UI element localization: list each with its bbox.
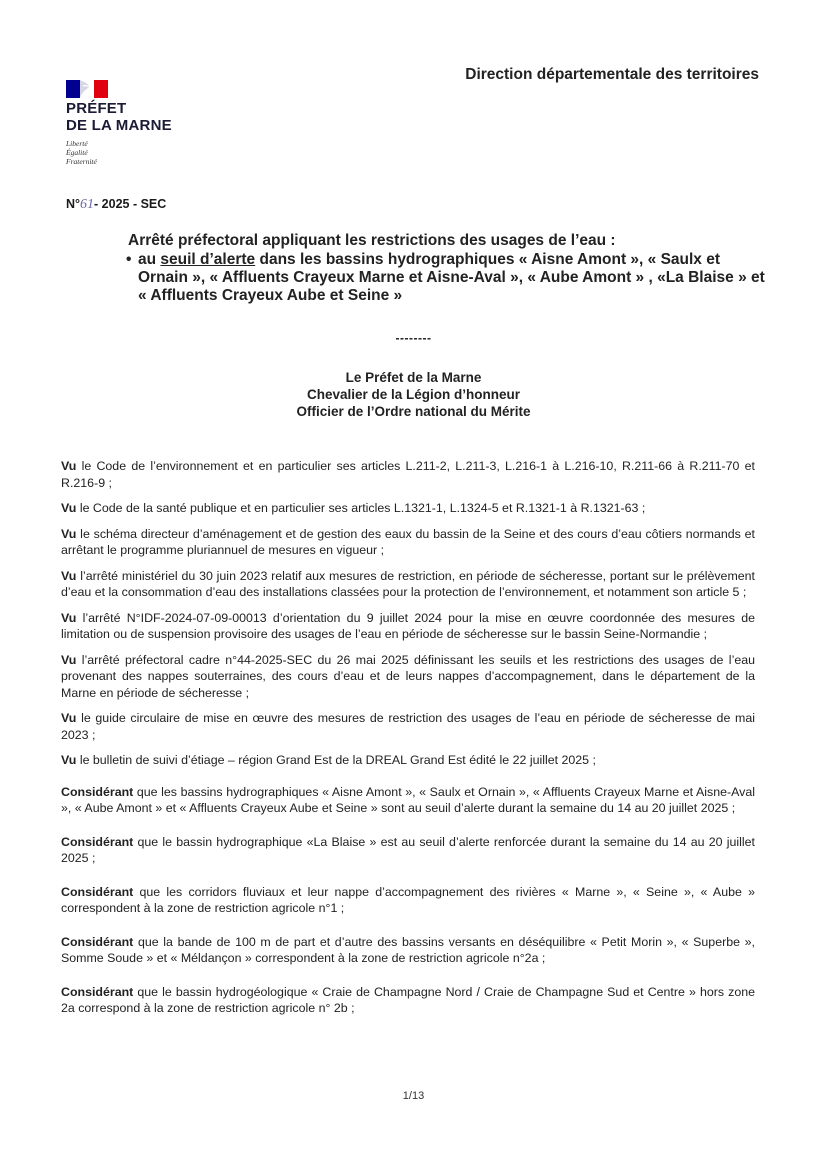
ref-prefix: N°: [66, 197, 81, 211]
paragraph: [61, 526, 755, 559]
paragraph-lead: Vu: [61, 652, 77, 667]
logo-line1: PRÉFET: [66, 100, 127, 117]
marianne-flag-icon: [66, 80, 108, 98]
prefet-line3: Officier de l’Ordre national du Mérite: [296, 404, 531, 419]
decree-title: [128, 232, 768, 305]
paragraph-text: l’arrêté préfectoral cadre n°44-2025-SEC du 26 mai 2025 définissant les seuils et les restrictions des usages de l’eau provenant des nappes souterraines, des cours d’eau et de leurs nappes d’accompagnement, dans le département de la Marne en période de sécheresse ;: [61, 652, 755, 700]
paragraph: [61, 500, 755, 517]
motto-liberte: Liberté: [66, 139, 88, 148]
prefet-line2: Chevalier de la Légion d’honneur: [306, 387, 521, 402]
paragraph: [61, 752, 755, 769]
paragraph: [61, 784, 755, 817]
paragraph-lead: Vu: [61, 501, 77, 515]
motto-egalite: Égalité: [66, 148, 88, 157]
paragraph-text: le guide circulaire de mise en œuvre des mesures de restriction des usages de l’eau en période de sécheresse de mai 2023 ;: [61, 711, 755, 742]
paragraph: [61, 884, 755, 917]
bullet-icon: •: [126, 251, 132, 268]
bullet-rest: dans les bassins hydrographiques « Aisne Amont », « Saulx et Ornain », « Affluents Crayeux Marne et Aisne-Aval », « Aube Amont » , «La Blaise » et « Affluents Crayeux Aube et Seine »: [138, 251, 765, 304]
paragraph: [61, 984, 755, 1017]
ref-suffix: - 2025 - SEC: [94, 197, 167, 211]
bullet-prefix: au: [138, 251, 161, 268]
paragraph-text: que le bassin hydrographique «La Blaise » est au seuil d’alerte renforcée durant la semaine du 14 au 20 juillet 2025 ;: [61, 834, 755, 865]
paragraph-lead: Vu: [61, 753, 77, 767]
paragraph: [61, 710, 755, 743]
prefet-line1: Le Préfet de la Marne: [345, 370, 482, 385]
bullet-underlined: seuil d’alerte: [160, 251, 256, 268]
paragraph: [61, 568, 755, 601]
paragraph-lead: Considérant: [61, 784, 134, 799]
separator: --------: [395, 331, 432, 345]
paragraph-text: le schéma directeur d’aménagement et de gestion des eaux du bassin de la Seine et des cours d’eau côtiers normands et arrêtant le programme pluriannuel de mesures en vigueur ;: [61, 526, 755, 557]
paragraph-lead: Considérant: [61, 984, 134, 999]
paragraph: [61, 610, 755, 643]
paragraph-text: que la bande de 100 m de part et d’autre des bassins versants en déséquilibre « Petit Morin », « Superbe », Somme Soude » et « Méldançon » correspondent à la zone de restriction agricole n°2a ;: [61, 934, 755, 965]
paragraph: [61, 934, 755, 967]
page-number: 1/13: [402, 1090, 425, 1102]
ref-handwritten-number: 61: [80, 197, 95, 212]
paragraph-lead: Vu: [61, 610, 77, 625]
paragraph-lead: Vu: [61, 459, 77, 473]
issuing-directorate: Direction départementale des territoires: [465, 66, 759, 83]
decree-body: [61, 458, 755, 1017]
paragraph-lead: Considérant: [61, 884, 134, 899]
paragraph-text: l’arrêté ministériel du 30 juin 2023 relatif aux mesures de restriction, en période de sécheresse, portant sur le prélèvement d’eau et la consommation d’eau des installations classées pour la protection de l’environnement, et notamment son article 5 ;: [61, 568, 755, 599]
prefet-titles: [0, 369, 827, 420]
paragraph-text: l’arrêté N°IDF-2024-07-09-00013 d’orientation du 9 juillet 2024 pour la mise en œuvre coordonnée des mesures de limitation ou de suspension provisoire des usages de l’eau en période de sécheresse sur le bassin Seine-Normandie ;: [61, 610, 755, 641]
title-bullet-item: [128, 251, 768, 305]
title-bullet-text: [138, 251, 768, 305]
paragraph-text: le bulletin de suivi d’étiage – région Grand Est de la DREAL Grand Est édité le 22 juillet 2025 ;: [76, 753, 596, 767]
paragraph-lead: Vu: [61, 711, 77, 725]
paragraph-text: que le bassin hydrogéologique « Craie de Champagne Nord / Craie de Champagne Sud et Centre » hors zone 2a correspond à la zone de restriction agricole n° 2b ;: [61, 984, 755, 1015]
paragraph-text: que les bassins hydrographiques « Aisne Amont », « Saulx et Ornain », « Affluents Crayeux Marne et Aisne-Aval », « Aube Amont » et « Affluents Crayeux Aube et Seine » sont au seuil d’alerte durant la semaine du 14 au 20 juillet 2025 ;: [61, 784, 755, 815]
paragraph-lead: Considérant: [61, 834, 134, 849]
paragraph-text: que les corridors fluviaux et leur nappe d’accompagnement des rivières « Marne », « Seine », « Aube » correspondent à la zone de restriction agricole n°1 ;: [61, 884, 755, 915]
paragraph-lead: Vu: [61, 568, 77, 583]
paragraph: [61, 652, 755, 702]
paragraph-lead: Vu: [61, 526, 77, 541]
title-main: Arrêté préfectoral appliquant les restrictions des usages de l’eau :: [128, 232, 616, 249]
paragraph: [61, 834, 755, 867]
motto-fraternite: Fraternité: [66, 157, 97, 166]
decree-reference: [66, 197, 166, 213]
logo-line2: DE LA MARNE: [66, 117, 172, 134]
paragraph: [61, 458, 755, 491]
prefecture-logo-text: [66, 100, 172, 134]
paragraph-text: le Code de la santé publique et en particulier ses articles L.1321-1, L.1324-5 et R.1321-1 à R.1321-63 ;: [76, 501, 646, 515]
paragraph-lead: Considérant: [61, 934, 134, 949]
paragraph-text: le Code de l’environnement et en particulier ses articles L.211-2, L.211-3, L.216-1 à L.216-10, R.211-66 à R.211-70 et R.216-9 ;: [61, 459, 755, 490]
republic-motto: [66, 139, 97, 166]
